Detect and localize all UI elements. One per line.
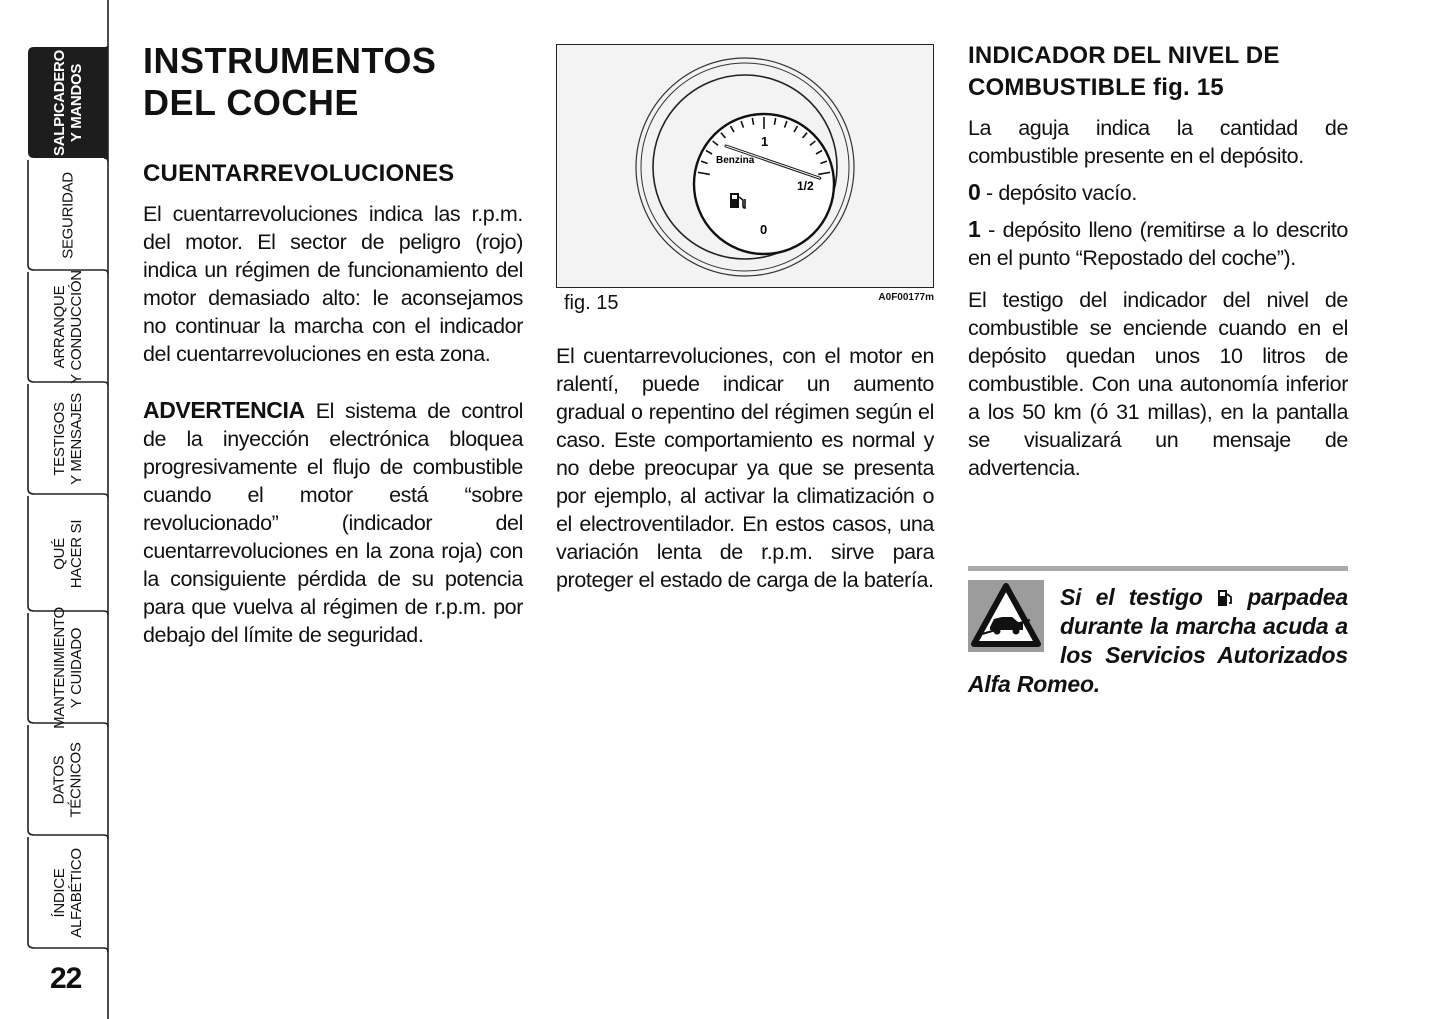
tab-indice-alfabetico[interactable]: ÍNDICE ALFABÉTICO xyxy=(51,847,85,938)
item-full: 1 - depósito lleno (remitirse a lo descrito en el punto “Repostado del coche”). xyxy=(968,216,1348,270)
paragraph-needle: La aguja indica la cantidad de combustible presente en el depósito. xyxy=(968,116,1348,168)
section-tabs xyxy=(0,0,112,1019)
figure-code: A0F00177m xyxy=(878,292,934,303)
figure-caption-row xyxy=(556,292,934,322)
tab-salpicadero-y-mandos[interactable]: SALPICADERO Y MANDOS xyxy=(51,49,85,156)
section-heading-cuentarrevoluciones: CUENTARREVOLUCIONES xyxy=(143,160,455,187)
column-3 xyxy=(968,40,1348,482)
paragraph-tachometer: El cuentarrevoluciones indica las r.p.m. del motor. El sector de peligro (rojo) indica un régimen de funcionamiento del motor demasiado alto: le aconsejamos no continuar la marcha con el indicador del cuentarrevoluciones en esta zona. xyxy=(143,202,523,366)
gauge-mark-half: 1/2 xyxy=(797,179,814,193)
item-empty: 0 - depósito vacío. xyxy=(968,179,1137,205)
tab-que-hacer-si[interactable]: QUÉ HACER SI xyxy=(50,519,85,588)
page-title: INSTRUMENTOS DEL COCHE xyxy=(143,40,437,123)
tab-mantenimiento-y-cuidado[interactable]: MANTENIMIENTO Y CUIDADO xyxy=(51,607,86,729)
tab-arranque-y-conduccion[interactable]: ARRANQUE Y CONDUCCIÓN xyxy=(51,270,86,384)
fuel-gauge-figure xyxy=(556,44,934,288)
advertencia-label: ADVERTENCIA xyxy=(143,397,305,423)
gauge-mark-empty: 0 xyxy=(760,222,768,237)
column-2 xyxy=(556,44,934,594)
warning-triangle-car-icon xyxy=(968,580,1044,652)
tab-testigos-y-mensajes[interactable]: TESTIGOS Y MENSAJES xyxy=(51,393,86,485)
figure-caption: fig. 15 xyxy=(564,292,619,314)
paragraph-fuel-warning-light: El testigo del indicador del nivel de combustible se enciende cuando en el depósito quedan unos 10 litros de combustible. Con una autonomía inferior a los 50 km (ó 31 millas), en la pantalla se visualizará un mensaje de advertencia. xyxy=(968,288,1348,480)
gauge-mark-full: 1 xyxy=(761,134,769,149)
gauge-label-benzina: Benzina xyxy=(716,155,755,166)
warning-text: Si el testigo parpadea durante la marcha acuda a los Servicios Autorizados Alfa Romeo. xyxy=(968,584,1348,697)
fuel-pump-icon xyxy=(1217,588,1233,608)
fuel-gauge-illustration xyxy=(557,45,933,287)
page-number: 22 xyxy=(50,962,82,995)
column-1 xyxy=(143,40,523,649)
paragraph-advertencia xyxy=(143,396,523,649)
warning-box xyxy=(968,566,1348,699)
tab-datos-tecnicos[interactable]: DATOS TÉCNICOS xyxy=(50,742,85,818)
section-heading-fuel-level: INDICADOR DEL NIVEL DE COMBUSTIBLE fig. 15 xyxy=(968,42,1280,101)
tab-seguridad[interactable]: SEGURIDAD xyxy=(59,171,77,259)
advertencia-text: El sistema de control de la inyección electrónica bloquea progresivamente el flujo de combustible cuando el motor está “sobre revolucionado” (indicador del cuentarrevoluciones en la zona roja) con la consiguiente pérdida de su potencia para que vuelva al régimen de r.p.m. por debajo del límite de seguridad. xyxy=(143,399,523,647)
paragraph-idle-rpm: El cuentarrevoluciones, con el motor en ralentí, puede indicar un aumento gradual o repentino del régimen según el caso. Este comportamiento es normal y no debe preocupar ya que se presenta por ejemplo, al activar la climatización o el electroventilador. En estos casos, una variación lenta de r.p.m. sirve para proteger el estado de carga de la batería. xyxy=(556,344,934,592)
